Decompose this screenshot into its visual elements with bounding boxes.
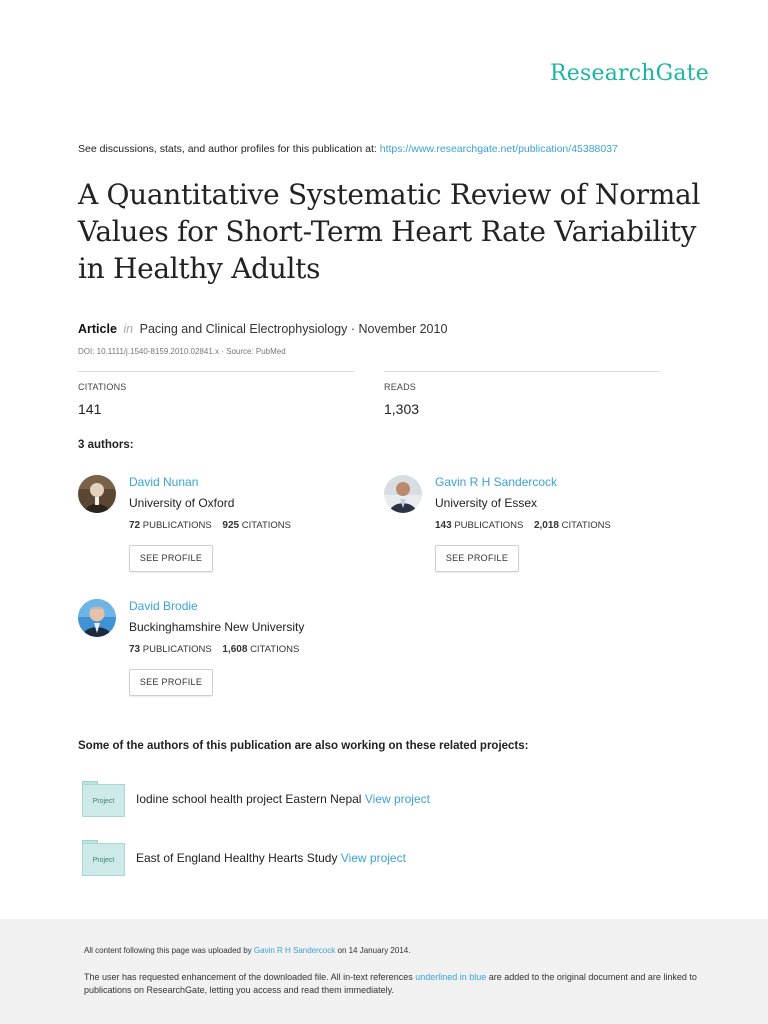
project-icon-label: Project — [82, 784, 125, 817]
enhancement-note — [84, 971, 704, 997]
citations-label: CITATIONS — [78, 382, 127, 392]
author-citations-count: 925 — [222, 520, 240, 531]
view-project-link[interactable]: View project — [364, 792, 430, 806]
related-projects-heading: Some of the authors of this publication are also working on these related projects: — [78, 740, 529, 752]
reads-value: 1,303 — [384, 401, 420, 417]
journal-name: Pacing and Clinical Electrophysiology · November 2010 — [139, 322, 448, 336]
publications-label: PUBLICATIONS — [454, 520, 524, 531]
author-avatar[interactable] — [384, 475, 422, 513]
author-citations-label: CITATIONS — [561, 520, 611, 531]
project-text — [136, 851, 406, 865]
enhancement-text-end: are added to the original document and are linked to publications on ResearchGate, letting you access and read them immediately. — [84, 972, 697, 995]
author-stats — [129, 644, 299, 655]
author-institution: Buckinghamshire New University — [129, 620, 305, 634]
publication-url-link[interactable]: https://www.researchgate.net/publication/45388037 — [379, 143, 618, 155]
author-avatar[interactable] — [78, 599, 116, 637]
intro-line — [78, 143, 618, 155]
see-profile-button[interactable]: SEE PROFILE — [435, 545, 519, 572]
project-item — [82, 840, 682, 878]
project-icon-label: Project — [82, 843, 125, 876]
doi-line: DOI: 10.1111/j.1540-8159.2010.02841.x · Source: PubMed — [78, 347, 286, 356]
project-item — [82, 781, 682, 819]
authors-heading: 3 authors: — [78, 439, 134, 451]
author-card — [384, 475, 674, 585]
project-folder-icon — [82, 781, 125, 817]
publications-label: PUBLICATIONS — [142, 644, 212, 655]
publications-label: PUBLICATIONS — [142, 520, 212, 531]
publications-count: 72 — [129, 520, 141, 531]
intro-text: See discussions, stats, and author profiles for this publication at: — [78, 143, 380, 155]
enhancement-text-start: The user has requested enhancement of the downloaded file. All in-text references — [84, 972, 416, 982]
footer — [0, 919, 768, 1024]
citations-value: 141 — [78, 401, 102, 417]
project-folder-icon — [82, 840, 125, 876]
author-avatar[interactable] — [78, 475, 116, 513]
upload-note-text: All content following this page was uploaded by — [84, 946, 254, 955]
see-profile-button[interactable]: SEE PROFILE — [129, 669, 213, 696]
in-label: in — [123, 322, 134, 336]
publication-type: Article — [78, 322, 117, 336]
publications-count: 143 — [435, 520, 452, 531]
author-institution: University of Essex — [435, 496, 538, 510]
underlined-in-blue-link: underlined in blue — [415, 972, 487, 982]
citations-stat — [78, 371, 354, 417]
see-profile-button[interactable]: SEE PROFILE — [129, 545, 213, 572]
author-card — [78, 599, 368, 709]
publication-meta — [78, 322, 447, 336]
publications-count: 73 — [129, 644, 141, 655]
author-citations-count: 1,608 — [222, 644, 248, 655]
author-card — [78, 475, 368, 585]
author-citations-label: CITATIONS — [250, 644, 300, 655]
researchgate-logo[interactable]: ResearchGate — [550, 61, 709, 86]
author-stats — [129, 520, 291, 531]
author-institution: University of Oxford — [129, 496, 235, 510]
project-text — [136, 792, 430, 806]
reads-stat — [384, 371, 660, 417]
author-citations-label: CITATIONS — [241, 520, 291, 531]
reads-label: READS — [384, 382, 417, 392]
upload-date-text: on 14 January 2014. — [335, 946, 411, 955]
author-citations-count: 2,018 — [533, 520, 559, 531]
project-name: East of England Healthy Hearts Study — [136, 851, 338, 865]
view-project-link[interactable]: View project — [340, 851, 406, 865]
uploader-link[interactable]: Gavin R H Sandercock — [253, 946, 336, 955]
project-name: Iodine school health project Eastern Nepal — [136, 792, 362, 806]
author-name-link[interactable]: David Nunan — [129, 475, 199, 489]
author-name-link[interactable]: David Brodie — [129, 599, 198, 613]
upload-note — [84, 946, 410, 955]
author-name-link[interactable]: Gavin R H Sandercock — [435, 475, 558, 489]
publication-title: A Quantitative Systematic Review of Normal Values for Short-Term Heart Rate Variability in Healthy Adults — [78, 178, 701, 285]
author-stats — [435, 520, 611, 531]
